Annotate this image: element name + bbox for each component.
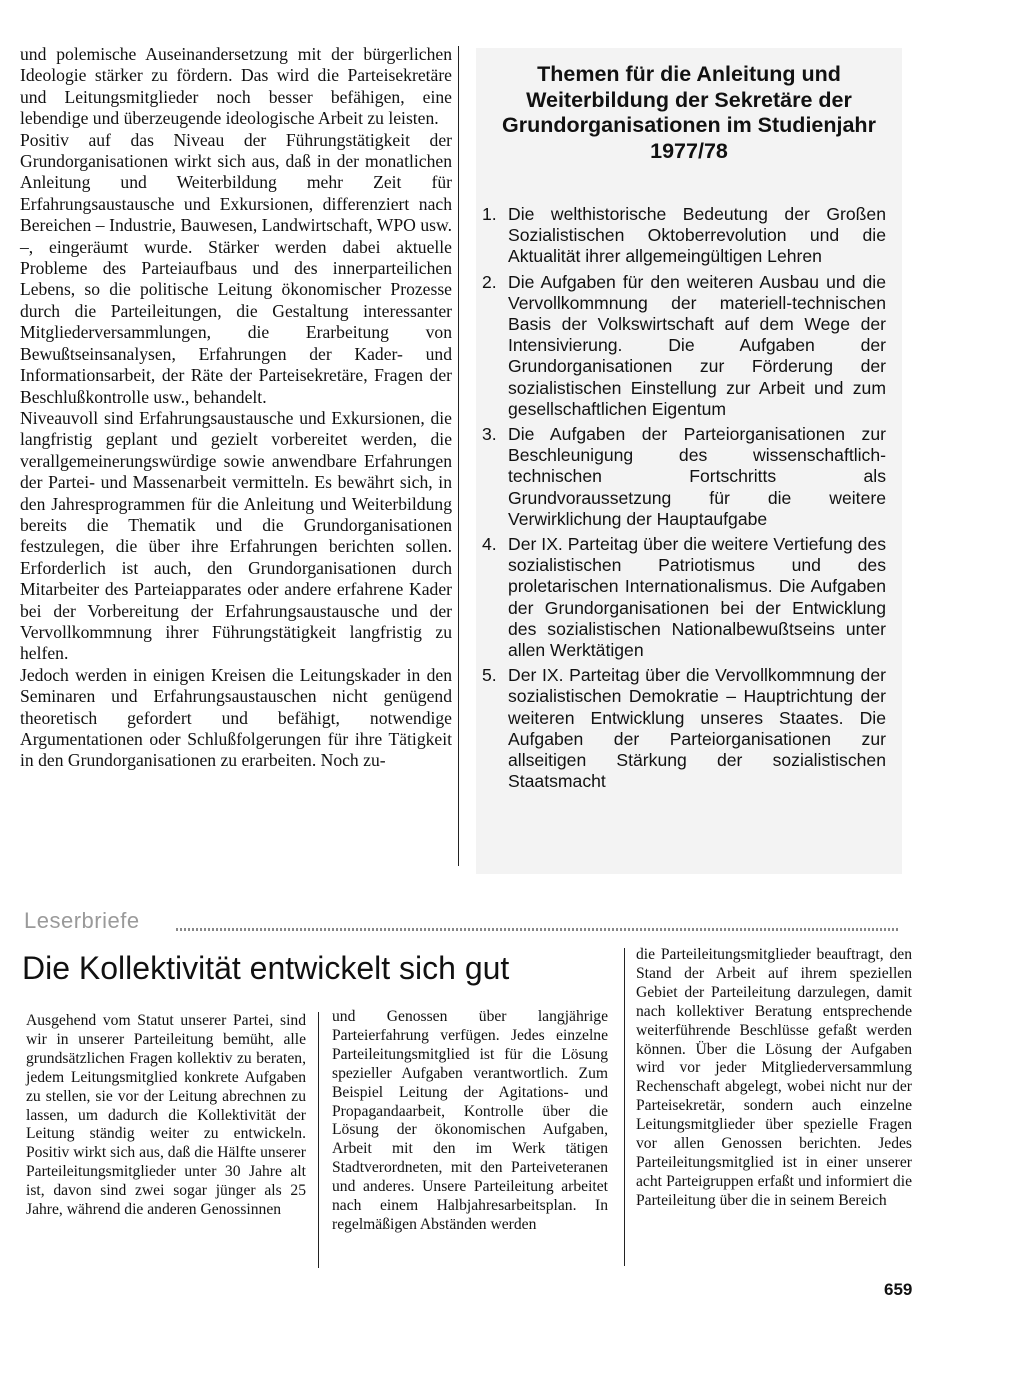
list-item-text: Die Aufgaben der Parteiorganisationen zur Beschleunigung des wissenschaftlich-technischen Fortschritts als Grundvoraussetzung für die weitere Verwirklichung der Hauptaufgabe: [508, 424, 886, 529]
list-item-number: 1.: [482, 204, 497, 224]
list-item: [482, 204, 886, 268]
paragraph: die Parteileitungsmitglieder beauftragt, den Stand der Arbeit auf ihrem speziellen Gebiet der Parteileitung darzulegen, damit nach kollektiver Beratung entsprechende weiterführende Beschlüsse gefaßt werden können. Über die Lösung der Aufgaben wird vor jeder Mitgliederversammlung Rechenschaft abgelegt, wobei nicht nur der Parteisekretär, sondern auch einzelne Leitungsmitglieder über spezielle Fragen vor allen Genossen berichten. Jedes Parteileitungsmitglied ist in einer unserer acht Parteigruppen erfaßt und informiert die Parteileitung über die in seinem Bereich: [636, 946, 912, 1209]
list-item-text: Die welthistorische Bedeutung der Großen Sozialistischen Oktoberrevolution und die Aktualität ihrer allgemeingültigen Lehren: [508, 204, 886, 267]
page-number: 659: [884, 1280, 913, 1299]
list-item-text: Der IX. Parteitag über die Vervollkommnung der sozialistischen Demokratie – Hauptrichtung der weiteren Entwicklung unseres Staates. Die Aufgaben der Parteiorganisationen zur allseitigen Stärkung der sozialistischen Staatsmacht: [508, 665, 886, 792]
letter-column-2: [332, 1008, 608, 1235]
letter-column-1: [26, 1012, 306, 1220]
paragraph: Ausgehend vom Statut unserer Partei, sind wir in unserer Parteileitung bemüht, alle grundsätzlichen Fragen kollektiv zu beraten, jedem Leitungsmitglied konkrete Aufgaben zu stellen, sie vor der Leitung abrechnen zu lassen, um dadurch die Kollektivität der Leitung ständig weiter zu entwickeln. Positiv wirkt sich aus, daß die Hälfte unserer Parteileitungsmitglieder unter 30 Jahre alt ist, davon sind zwei sogar jünger als 25 Jahre, während die anderen Genossinnen: [26, 1012, 306, 1219]
rubric-divider: [176, 928, 900, 931]
topics-list: [482, 204, 886, 796]
list-item: [482, 665, 886, 792]
list-item-number: 3.: [482, 424, 497, 445]
topics-box-title: Themen für die Anleitung und Weiterbildung der Sekretäre der Grundorganisationen im Studienjahr 1977/78: [502, 62, 876, 163]
column-divider: [624, 948, 625, 1266]
column-divider: [318, 1012, 319, 1268]
list-item-number: 5.: [482, 665, 497, 686]
paragraph: Jedoch werden in einigen Kreisen die Leitungskader in den Seminaren und Erfahrungsaustauschen nicht genügend theoretisch gefordert und befähigt, notwendige Argumentationen oder Schlußfolgerungen für ihre Tätigkeit in den Grundorganisationen zu erarbeiten. Noch zu-: [20, 664, 452, 771]
list-item: [482, 534, 886, 661]
article-left-column: [20, 44, 452, 772]
letter-column-3: [636, 946, 912, 1211]
list-item: [482, 424, 886, 530]
letter-headline: Die Kollektivität entwickelt sich gut: [22, 950, 510, 986]
paragraph: und polemische Auseinandersetzung mit der bürgerlichen Ideologie stärker zu fördern. Das wird die Parteisekretäre und Leitungsmitglieder noch besser befähigen, eine lebendige und überzeugende ideologische Arbeit zu leisten.: [20, 44, 452, 129]
list-item-number: 4.: [482, 534, 497, 555]
list-item: [482, 272, 886, 420]
list-item-number: 2.: [482, 271, 497, 292]
paragraph: und Genossen über langjährige Parteierfahrung verfügen. Jedes einzelne Parteileitungsmitglied ist für die Lösung spezieller Aufgaben verantwortlich. Zum Beispiel Leitung der Agitations- und Propagandaarbeit, Kontrolle über die Lösung der ökonomischen Aufgaben, Arbeit mit den im Werk tätigen Stadtverordneten, mit den Parteiveteranen und anderes. Unsere Parteileitung arbeitet nach einem Halbjahresarbeitsplan. In regelmäßigen Abständen werden: [332, 1008, 608, 1233]
column-divider: [458, 46, 459, 866]
list-item-text: Der IX. Parteitag über die weitere Vertiefung des sozialistischen Patriotismus und des proletarischen Internationalismus. Die Aufgaben der Grundorganisationen bei der Entwicklung des sozialistischen Nationalbewußtseins unter allen Werktätigen: [508, 534, 886, 661]
list-item-text: Die Aufgaben für den weiteren Ausbau und die Vervollkommnung der materiell-technischen Basis der Volkswirtschaft auf dem Wege der Intensivierung. Die Aufgaben der Grundorganisationen zur Förderung der sozialistischen Einstellung zur Arbeit und zum gesellschaftlichen Eigentum: [508, 271, 886, 419]
paragraph: Niveauvoll sind Erfahrungsaustausche und Exkursionen, die langfristig geplant und gezielt vorbereitet werden, die verallgemeinerungswürdige sowie anwendbare Erfahrungen der Partei- und Massenarbeit vermitteln. Es bewährt sich, in den Jahresprogrammen für die Anleitung und Weiterbildung bereits die Thematik und die Grundorganisationen festzulegen, die über ihre Erfahrungen berichten sollen. Erforderlich ist auch, den Grundorganisationen durch Mitarbeiter des Parteiapparates oder andere erfahrene Kader bei der Vorbereitung der Erfahrungsaustausche und der Vervollkommnung ihrer Führungstätigkeit langfristig zu helfen.: [20, 407, 452, 664]
section-rubric: Leserbriefe: [24, 908, 140, 933]
paragraph: Positiv auf das Niveau der Führungstätigkeit der Grundorganisationen wirkt sich aus, daß in der monatlichen Anleitung und Weiterbildung mehr Zeit für Erfahrungsaustausche und Exkursionen, differenziert nach Bereichen – Industrie, Bauwesen, Landwirtschaft, WPO usw. –, eingeräumt wurde. Stärker werden dabei aktuelle Probleme des Parteiaufbaus und des innerparteilichen Lebens, so die politische Leitung ökonomischer Prozesse durch die Parteileitungen, die Gestaltung interessanter Mitgliederversammlungen, die Erarbeitung von Bewußtseinsanalysen, Erfahrungen der Kader- und Informationsarbeit, der Räte der Parteisekretäre, Fragen der Beschlußkontrolle usw., behandelt.: [20, 129, 452, 407]
